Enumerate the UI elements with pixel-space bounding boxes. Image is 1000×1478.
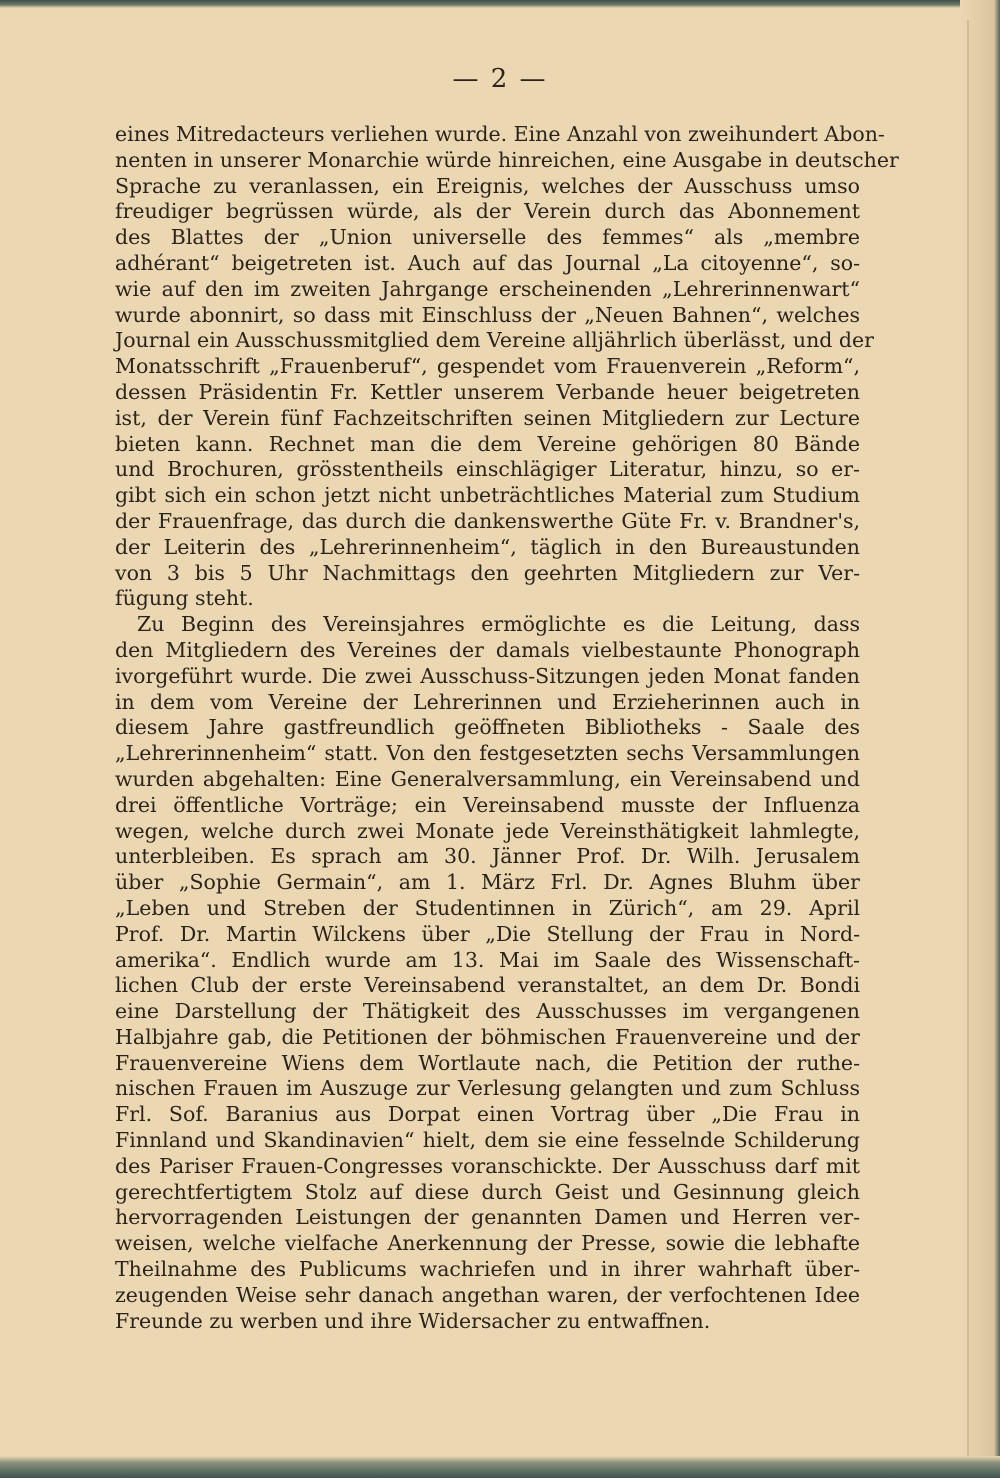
text-line: amerika“. Endlich wurde am 13. Mai im Saale des Wissenschaft- [115,947,860,972]
body-text [115,122,899,1334]
text-line: „Lehrerinnenheim“ statt. Von den festgesetzten sechs Versammlungen [115,741,860,766]
text-line: des Pariser Frauen-Congresses voranschickte. Der Ausschuss darf mit [115,1153,860,1178]
page-number: — 2 — [452,64,548,94]
text-line: weisen, welche vielfache Anerkennung der Presse, sowie die lebhafte [115,1231,860,1256]
page-fold-line [967,20,969,1460]
text-line: adhérant“ beigetreten ist. Auch auf das Journal „La citoyenne“, so- [115,250,860,275]
text-line: in dem vom Vereine der Lehrerinnen und Erzieherinnen auch in [115,689,860,714]
text-line: Journal ein Ausschussmitglied dem Vereine alljährlich überlässt, und der [115,328,874,353]
text-line: Theilnahme des Publicums wachriefen und in ihrer wahrhaft über- [115,1257,860,1282]
text-line: und Brochuren, grösstentheils einschlägiger Literatur, hinzu, so er- [115,457,860,482]
text-line: fügung steht. [115,586,254,611]
text-line: ivorgeführt wurde. Die zwei Ausschuss-Sitzungen jeden Monat fanden [115,663,860,688]
text-line: lichen Club der erste Vereinsabend veranstaltet, an dem Dr. Bondi [115,973,860,998]
text-line: bieten kann. Rechnet man die dem Vereine gehörigen 80 Bände [115,431,860,456]
text-line: eines Mitredacteurs verliehen wurde. Eine Anzahl von zweihundert Abon- [115,122,885,146]
text-line: wurde abonnirt, so dass mit Einschluss der „Neuen Bahnen“, welches [115,302,860,327]
text-line: nischen Frauen im Auszuge zur Verlesung gelangten und zum Schluss [115,1076,860,1101]
text-line: Frl. Sof. Baranius aus Dorpat einen Vortrag über „Die Frau in [115,1102,860,1127]
text-line: wurden abgehalten: Eine Generalversammlung, ein Vereinsabend und [115,766,860,791]
text-line: der Leiterin des „Lehrerinnenheim“, täglich in den Bureaustunden [115,534,860,559]
text-line: dessen Präsidentin Fr. Kettler unserem Verbande heuer beigetreten [115,379,860,404]
text-line: „Leben und Streben der Studentinnen in Zürich“, am 29. April [115,895,860,920]
text-line: nenten in unserer Monarchie würde hinreichen, eine Ausgabe in deutscher [115,147,899,172]
page-right-edge [960,0,1000,1478]
page-top-edge [0,0,1000,8]
text-line: Sprache zu veranlassen, ein Ereignis, welches der Ausschuss umso [115,173,860,198]
text-line: Zu Beginn des Vereinsjahres ermöglichte es die Leitung, dass [137,612,860,637]
text-line: eine Darstellung der Thätigkeit des Ausschusses im vergangenen [115,999,860,1024]
text-line: der Frauenfrage, das durch die dankenswerthe Güte Fr. v. Brandner's, [115,508,860,533]
text-line: gerechtfertigtem Stolz auf diese durch Geist und Gesinnung gleich [115,1179,860,1204]
text-line: unterbleiben. Es sprach am 30. Jänner Prof. Dr. Wilh. Jerusalem [115,844,860,869]
text-line: Finnland und Skandinavien“ hielt, dem sie eine fesselnde Schilderung [115,1128,860,1153]
text-line: Prof. Dr. Martin Wilckens über „Die Stellung der Frau in Nord- [115,921,860,946]
text-line: Halbjahre gab, die Petitionen der böhmischen Frauenvereine und der [115,1024,860,1049]
text-line: gibt sich ein schon jetzt nicht unbeträchtliches Material zum Studium [115,483,860,508]
text-line: Monatsschrift „Frauenberuf“, gespendet vom Frauenverein „Reform“, [115,354,860,379]
text-line: drei öffentliche Vorträge; ein Vereinsabend musste der Influenza [115,792,860,817]
text-line: freudiger begrüssen würde, als der Verein durch das Abonnement [115,199,860,224]
text-line: wegen, welche durch zwei Monate jede Vereinsthätigkeit lahmlegte, [115,818,860,843]
text-line: den Mitgliedern des Vereines der damals vielbestaunte Phonograph [115,637,860,662]
text-line: zeugenden Weise sehr danach angethan waren, der verfochtenen Idee [115,1282,860,1307]
text-line: ist, der Verein fünf Fachzeitschriften seinen Mitgliedern zur Lecture [115,405,860,430]
page-bottom-edge [0,1456,1000,1478]
text-line: Freunde zu werben und ihre Widersacher zu entwaffnen. [115,1308,711,1333]
text-line: des Blattes der „Union universelle des femmes“ als „membre [115,225,860,250]
text-line: Frauenvereine Wiens dem Wortlaute nach, die Petition der ruthe- [115,1050,860,1075]
text-line: von 3 bis 5 Uhr Nachmittags den geehrten Mitgliedern zur Ver- [115,560,860,585]
text-line: wie auf den im zweiten Jahrgange erscheinenden „Lehrerinnenwart“ [115,276,860,301]
text-line: über „Sophie Germain“, am 1. März Frl. Dr. Agnes Bluhm über [115,870,860,895]
text-line: diesem Jahre gastfreundlich geöffneten Bibliotheks - Saale des [115,715,860,740]
text-line: hervorragenden Leistungen der genannten Damen und Herren ver- [115,1205,860,1230]
